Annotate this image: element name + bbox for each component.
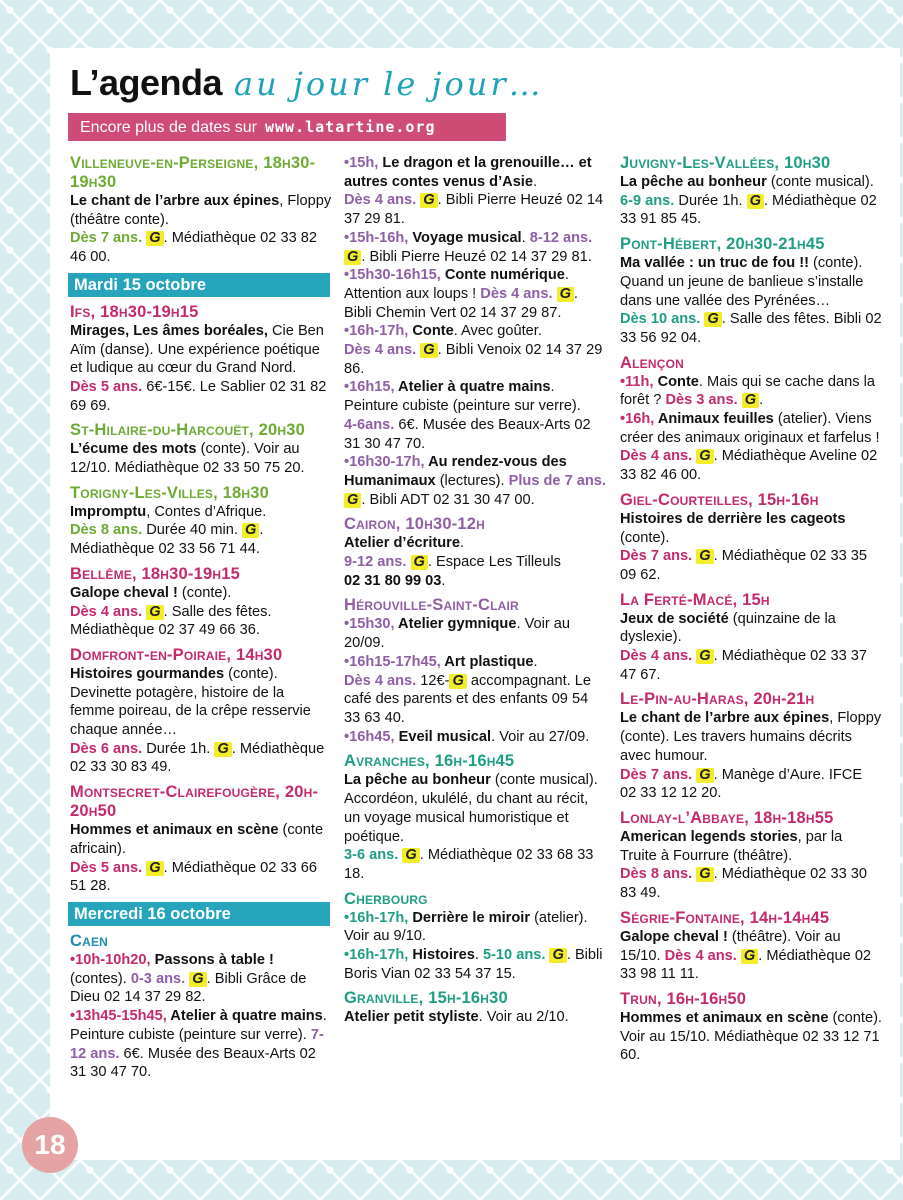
day-banner: Mardi 15 octobre (68, 273, 330, 297)
free-badge: G (344, 250, 361, 265)
free-badge: G (420, 193, 437, 208)
city-heading: Alençon (620, 353, 684, 372)
event-entry: Atelier d’écriture. 9-12 ans. G . Espace Les Tilleuls 02 31 80 99 03. (344, 535, 561, 589)
agenda-column-2 (344, 154, 608, 1027)
event-entry: Atelier petit styliste. Voir au 2/10. (344, 1009, 569, 1026)
city-heading: Ségrie-Fontaine, 14h-14h45 (620, 908, 830, 927)
free-badge: G (696, 867, 713, 882)
event-entry: •16h15-17h45, Art plastique. Dès 4 ans. 12€- G accompagnant. Le café des parents et des enfants 09 54 33 63 40. (344, 653, 591, 726)
free-badge: G (747, 194, 764, 209)
city-heading: Juvigny-Les-Vallées, 10h30 (620, 154, 831, 172)
website-banner (68, 113, 506, 141)
agenda-page (50, 48, 900, 1160)
event-entry: •13h45-15h45, Atelier à quatre mains. Peinture cubiste (peinture sur verre). 7-12 ans. 6€. Musée des Beaux-Arts 02 31 30 47 70. (70, 1008, 327, 1081)
city-heading: Ifs, 18h30-19h15 (70, 302, 199, 321)
event-entry: •16h-17h, Derrière le miroir (atelier). Voir au 9/10. (344, 909, 588, 945)
event-entry: •15h-16h, Voyage musical. 8-12 ans. G . Bibli Pierre Heuzé 02 14 37 29 81. (344, 229, 593, 265)
free-badge: G (242, 523, 259, 538)
city-heading: Hérouville-Saint-Clair (344, 596, 519, 615)
event-entry: Histoires de derrière les cageots (conte). Dès 7 ans. G . Médiathèque 02 33 35 09 62. (620, 510, 867, 583)
city-heading: Caen (70, 931, 109, 950)
event-entry: Ma vallée : un truc de fou !! (conte). Quand un jeune de banlieue s’installe dans une vallée des Pyrénées… Dès 10 ans. G . Salle des fêtes. Bibli 02 33 56 92 04. (620, 255, 882, 346)
event-entry: •10h-10h20, Passons à table ! (contes). 0-3 ans. G . Bibli Grâce de Dieu 02 14 37 29 82. (70, 951, 307, 1006)
banner-text: Encore plus de dates sur (80, 119, 257, 136)
free-badge: G (189, 972, 206, 987)
event-entry: Galope cheval ! (conte). Dès 4 ans. G . Salle des fêtes. Médiathèque 02 37 49 66 36. (70, 584, 272, 639)
day-banner: Mercredi 16 octobre (68, 902, 330, 926)
event-entry: •16h, Animaux feuilles (atelier). Viens créer des animaux originaux et farfelus ! Dès 4 ans. G . Médiathèque Aveline 02 33 82 46 00. (620, 411, 880, 484)
event-entry: •15h30, Atelier gymnique. Voir au 20/09. (344, 616, 571, 652)
city-heading: Villeneuve-en-Perseigne, 18h30-19h30 (70, 154, 316, 191)
free-badge: G (696, 549, 713, 564)
city-heading: Lonlay-l’Abbaye, 18h-18h55 (620, 808, 834, 827)
event-entry: American legends stories, par la Truite à Fourrure (théâtre). Dès 8 ans. G . Médiathèque 02 33 30 83 49. (620, 828, 867, 902)
city-heading: Avranches, 16h-16h45 (344, 752, 515, 771)
event-entry: Hommes et animaux en scène (conte). Voir au 15/10. Médiathèque 02 33 12 71 60. (620, 1009, 882, 1064)
event-entry: Jeux de société (quinzaine de la dyslexie). Dès 4 ans. G . Médiathèque 02 33 37 47 67. (620, 610, 867, 683)
free-badge: G (146, 861, 163, 876)
free-badge: G (146, 605, 163, 620)
event-entry: •16h45, Eveil musical. Voir au 27/09. (344, 728, 590, 745)
event-entry: •16h-17h, Histoires. 5-10 ans. G . Bibli Boris Vian 02 33 54 37 15. (344, 947, 603, 982)
city-heading: La Ferté-Macé, 15h (620, 590, 770, 609)
city-heading: Cherbourg (344, 889, 428, 908)
event-entry: La pêche au bonheur (conte musical). 6-9 ans. Durée 1h. G . Médiathèque 02 33 91 85 45. (620, 174, 877, 228)
free-badge: G (557, 287, 574, 302)
free-badge: G (696, 649, 713, 664)
city-heading: Granville, 15h-16h30 (344, 989, 508, 1008)
page-title (70, 62, 544, 104)
city-heading: Domfront-en-Poiraie, 14h30 (70, 645, 283, 664)
event-entry: Impromptu, Contes d’Afrique. Dès 8 ans. Durée 40 min. G . Médiathèque 02 33 56 71 44. (70, 503, 267, 558)
event-entry: Hommes et animaux en scène (conte africain). Dès 5 ans. G . Médiathèque 02 33 66 51 28. (70, 822, 324, 895)
free-badge: G (696, 449, 713, 464)
city-heading: Giel-Courteilles, 15h-16h (620, 490, 819, 509)
event-entry: Mirages, Les âmes boréales, Cie Ben Aïm (danse). Une expérience poétique et ludique au cœur du Grand Nord. Dès 5 ans. 6€-15€. Le Sablier 02 31 82 69 69. (70, 322, 327, 414)
city-heading: Pont-Hébert, 20h30-21h45 (620, 235, 825, 254)
city-heading: Montsecret-Clairefougère, 20h-20h50 (70, 783, 319, 821)
event-entry: •15h30-16h15, Conte numérique. Attention aux loups ! Dès 4 ans. G . Bibli Chemin Vert 02 14 37 29 87. (344, 267, 578, 321)
free-badge: G (146, 231, 163, 246)
event-entry: Le chant de l’arbre aux épines, Floppy (théâtre conte). Dès 7 ans. G . Médiathèque 02 33 82 46 00. (70, 193, 332, 266)
event-entry: Le chant de l’arbre aux épines, Floppy (conte). Les travers humains décrits avec humour. Dès 7 ans. G . Manège d’Aure. IFCE 02 33 12 12 20. (620, 710, 882, 802)
free-badge: G (696, 768, 713, 783)
free-badge: G (402, 848, 419, 863)
city-heading: St-Hilaire-du-Harcouët, 20h30 (70, 421, 305, 440)
agenda-column-3 (620, 154, 882, 1065)
event-entry: •16h15, Atelier à quatre mains. Peinture cubiste (peinture sur verre). 4-6ans. 6€. Musée des Beaux-Arts 02 31 30 47 70. (344, 379, 591, 452)
free-badge: G (214, 742, 231, 757)
city-heading: Bellême, 18h30-19h15 (70, 564, 240, 583)
event-entry: Histoires gourmandes (conte). Devinette potagère, histoire de la femme poireau, de la crêpe resservie chaque année… Dès 6 ans. Durée 1h. G . Médiathèque 02 33 30 83 49. (70, 665, 325, 776)
city-heading: Le-Pin-au-Haras, 20h-21h (620, 690, 815, 709)
event-entry: •16h30-17h, Au rendez-vous des Humanimaux (lectures). Plus de 7 ans. G . Bibli ADT 02 31 30 47 00. (344, 454, 606, 508)
city-heading: Trun, 16h-16h50 (620, 989, 747, 1008)
title-main: L’agenda (70, 62, 223, 103)
free-badge: G (344, 493, 361, 508)
event-entry: Galope cheval ! (théâtre). Voir au 15/10. Dès 4 ans. G . Médiathèque 02 33 98 11 11. (620, 928, 872, 983)
free-badge: G (704, 312, 721, 327)
event-entry: L’écume des mots (conte). Voir au 12/10. Médiathèque 02 33 50 75 20. (70, 441, 305, 477)
event-entry: La pêche au bonheur (conte musical). Accordéon, ukulélé, du chant au récit, un voyage musical humoristique et poétique. 3-6 ans. G . Médiathèque 02 33 68 33 18. (344, 772, 598, 882)
city-heading: Cairon, 10h30-12h (344, 515, 486, 534)
free-badge: G (741, 949, 758, 964)
free-badge: G (549, 948, 566, 963)
event-entry: •16h-17h, Conte. Avec goûter. Dès 4 ans. G . Bibli Venoix 02 14 37 29 86. (344, 323, 603, 377)
free-badge: G (449, 674, 466, 689)
page-number: 18 (22, 1117, 78, 1173)
event-entry: •11h, Conte. Mais qui se cache dans la forêt ? Dès 3 ans. G . (620, 373, 875, 409)
free-badge: G (411, 555, 428, 570)
event-entry: •15h, Le dragon et la grenouille… et autres contes venus d’Asie. Dès 4 ans. G . Bibli Pierre Heuzé 02 14 37 29 81. (344, 155, 604, 228)
title-script: au jour le jour… (234, 65, 544, 103)
website-link[interactable]: www.latartine.org (265, 118, 436, 136)
free-badge: G (742, 393, 759, 408)
agenda-column-1 (70, 154, 332, 1082)
free-badge: G (420, 343, 437, 358)
city-heading: Torigny-Les-Villes, 18h30 (70, 483, 270, 502)
